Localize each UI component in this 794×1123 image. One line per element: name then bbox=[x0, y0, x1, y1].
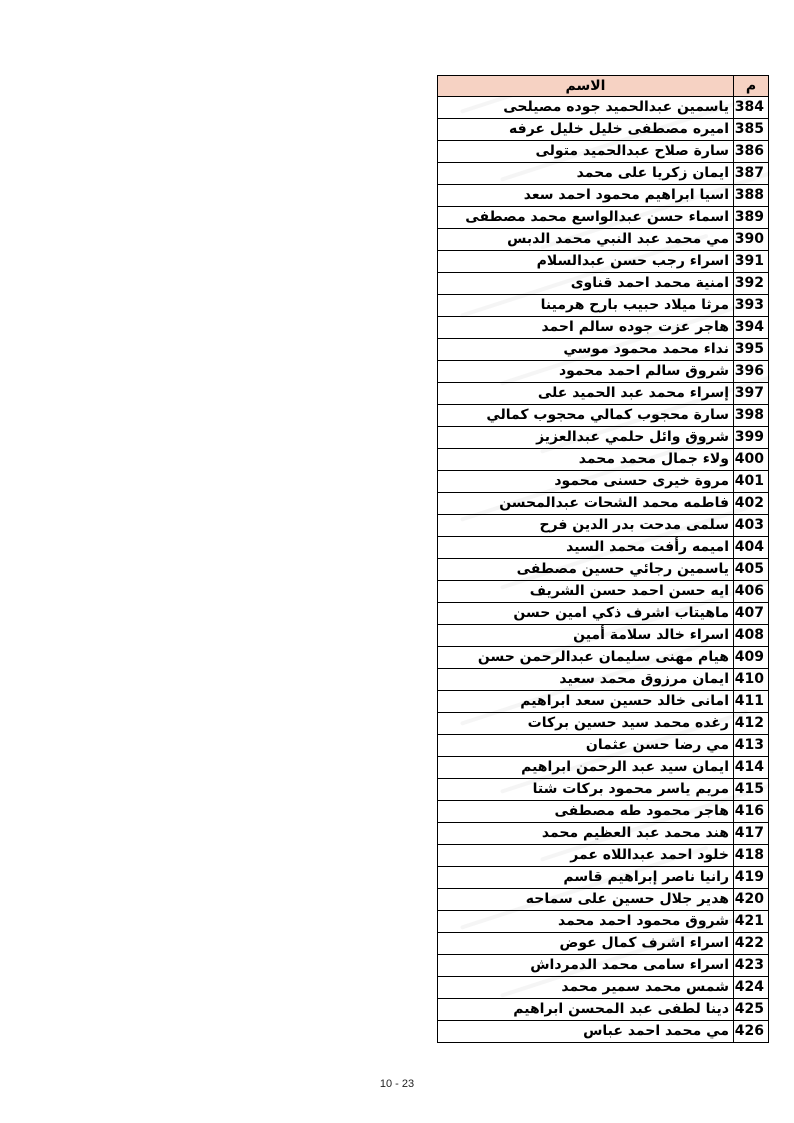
row-number: 404 bbox=[734, 537, 769, 559]
table-row bbox=[438, 1021, 769, 1043]
row-number: 415 bbox=[734, 779, 769, 801]
row-number: 398 bbox=[734, 405, 769, 427]
row-name: سلمى مدحت بدر الدين فرح bbox=[438, 515, 734, 537]
row-name: شمس محمد سمير محمد bbox=[438, 977, 734, 999]
row-number: 426 bbox=[734, 1021, 769, 1043]
table-row bbox=[438, 691, 769, 713]
row-number: 412 bbox=[734, 713, 769, 735]
table-row bbox=[438, 889, 769, 911]
row-number: 384 bbox=[734, 97, 769, 119]
row-number: 417 bbox=[734, 823, 769, 845]
row-name: سارة صلاح عبدالحميد متولى bbox=[438, 141, 734, 163]
row-number: 407 bbox=[734, 603, 769, 625]
table-row bbox=[438, 911, 769, 933]
row-name: ايمان مرزوق محمد سعيد bbox=[438, 669, 734, 691]
row-number: 406 bbox=[734, 581, 769, 603]
table-row bbox=[438, 427, 769, 449]
row-number: 395 bbox=[734, 339, 769, 361]
table-header-row bbox=[438, 76, 769, 97]
row-number: 420 bbox=[734, 889, 769, 911]
table-row bbox=[438, 867, 769, 889]
row-name: ايمان سيد عبد الرحمن ابراهيم bbox=[438, 757, 734, 779]
table-row bbox=[438, 933, 769, 955]
row-name: رانيا ناصر إبراهيم قاسم bbox=[438, 867, 734, 889]
row-number: 401 bbox=[734, 471, 769, 493]
table-row bbox=[438, 999, 769, 1021]
row-number: 408 bbox=[734, 625, 769, 647]
row-name: ياسمين رجائي حسين مصطفى bbox=[438, 559, 734, 581]
row-name: شروق وائل حلمي عبدالعزيز bbox=[438, 427, 734, 449]
row-number: 416 bbox=[734, 801, 769, 823]
table-row bbox=[438, 603, 769, 625]
table-row bbox=[438, 471, 769, 493]
row-number: 392 bbox=[734, 273, 769, 295]
row-number: 411 bbox=[734, 691, 769, 713]
row-name: مي رضا حسن عثمان bbox=[438, 735, 734, 757]
header-name: الاسم bbox=[438, 76, 734, 97]
row-name: هاجر عزت جوده سالم احمد bbox=[438, 317, 734, 339]
table-row bbox=[438, 97, 769, 119]
row-name: ياسمين عبدالحميد جوده مصيلحى bbox=[438, 97, 734, 119]
table-row bbox=[438, 647, 769, 669]
table-row bbox=[438, 383, 769, 405]
row-number: 418 bbox=[734, 845, 769, 867]
row-name: مي محمد احمد عباس bbox=[438, 1021, 734, 1043]
row-number: 409 bbox=[734, 647, 769, 669]
row-name: امنية محمد احمد قناوى bbox=[438, 273, 734, 295]
row-name: ماهيتاب اشرف ذكي امين حسن bbox=[438, 603, 734, 625]
row-name: اسيا ابراهيم محمود احمد سعد bbox=[438, 185, 734, 207]
row-number: 414 bbox=[734, 757, 769, 779]
table-row bbox=[438, 801, 769, 823]
row-name: ولاء جمال محمد محمد bbox=[438, 449, 734, 471]
row-number: 399 bbox=[734, 427, 769, 449]
row-number: 386 bbox=[734, 141, 769, 163]
row-number: 419 bbox=[734, 867, 769, 889]
table-row bbox=[438, 581, 769, 603]
row-name: رغده محمد سيد حسين بركات bbox=[438, 713, 734, 735]
table-row bbox=[438, 955, 769, 977]
row-number: 390 bbox=[734, 229, 769, 251]
table-row bbox=[438, 845, 769, 867]
row-number: 423 bbox=[734, 955, 769, 977]
row-number: 410 bbox=[734, 669, 769, 691]
row-name: اسماء حسن عبدالواسع محمد مصطفى bbox=[438, 207, 734, 229]
row-name: اسراء اشرف كمال عوض bbox=[438, 933, 734, 955]
table-row bbox=[438, 537, 769, 559]
table-row bbox=[438, 119, 769, 141]
table-row bbox=[438, 339, 769, 361]
row-name: مي محمد عبد النبي محمد الدبس bbox=[438, 229, 734, 251]
row-number: 400 bbox=[734, 449, 769, 471]
table-row bbox=[438, 977, 769, 999]
row-name: ايمان زكريا على محمد bbox=[438, 163, 734, 185]
table-row bbox=[438, 559, 769, 581]
row-name: اميمه رأفت محمد السيد bbox=[438, 537, 734, 559]
row-name: مريم ياسر محمود بركات شتا bbox=[438, 779, 734, 801]
table-row bbox=[438, 515, 769, 537]
table-body bbox=[438, 97, 769, 1043]
table-row bbox=[438, 449, 769, 471]
table-row bbox=[438, 405, 769, 427]
row-name: شروق سالم احمد محمود bbox=[438, 361, 734, 383]
table-row bbox=[438, 669, 769, 691]
row-number: 385 bbox=[734, 119, 769, 141]
row-number: 421 bbox=[734, 911, 769, 933]
table-row bbox=[438, 713, 769, 735]
table-row bbox=[438, 141, 769, 163]
table-row bbox=[438, 757, 769, 779]
table-row bbox=[438, 317, 769, 339]
row-name: اسراء خالد سلامة أمين bbox=[438, 625, 734, 647]
table-row bbox=[438, 207, 769, 229]
row-name: نداء محمد محمود موسي bbox=[438, 339, 734, 361]
table-row bbox=[438, 185, 769, 207]
table-row bbox=[438, 779, 769, 801]
row-name: خلود احمد عبداللاه عمر bbox=[438, 845, 734, 867]
row-name: ايه حسن احمد حسن الشريف bbox=[438, 581, 734, 603]
row-number: 425 bbox=[734, 999, 769, 1021]
row-name: دينا لطفى عبد المحسن ابراهيم bbox=[438, 999, 734, 1021]
row-name: مروة خيرى حسنى محمود bbox=[438, 471, 734, 493]
row-name: اسراء سامى محمد الدمرداش bbox=[438, 955, 734, 977]
row-number: 402 bbox=[734, 493, 769, 515]
table-row bbox=[438, 163, 769, 185]
row-name: اميره مصطفى خليل خليل عرفه bbox=[438, 119, 734, 141]
table-row bbox=[438, 823, 769, 845]
table-row bbox=[438, 251, 769, 273]
row-name: مرثا ميلاد حبيب بارح هرمينا bbox=[438, 295, 734, 317]
row-number: 388 bbox=[734, 185, 769, 207]
row-name: سارة محجوب كمالي محجوب كمالي bbox=[438, 405, 734, 427]
table-row bbox=[438, 229, 769, 251]
row-number: 391 bbox=[734, 251, 769, 273]
row-number: 397 bbox=[734, 383, 769, 405]
row-name: شروق محمود احمد محمد bbox=[438, 911, 734, 933]
table-row bbox=[438, 361, 769, 383]
row-name: هاجر محمود طه مصطفى bbox=[438, 801, 734, 823]
row-number: 396 bbox=[734, 361, 769, 383]
row-number: 394 bbox=[734, 317, 769, 339]
row-name: اسراء رجب حسن عبدالسلام bbox=[438, 251, 734, 273]
row-number: 424 bbox=[734, 977, 769, 999]
row-number: 389 bbox=[734, 207, 769, 229]
row-number: 413 bbox=[734, 735, 769, 757]
table-row bbox=[438, 735, 769, 757]
row-number: 387 bbox=[734, 163, 769, 185]
table-row bbox=[438, 295, 769, 317]
row-name: هدير جلال حسين على سماحه bbox=[438, 889, 734, 911]
table-row bbox=[438, 625, 769, 647]
row-name: فاطمه محمد الشحات عبدالمحسن bbox=[438, 493, 734, 515]
table-row bbox=[438, 273, 769, 295]
row-number: 403 bbox=[734, 515, 769, 537]
table-row bbox=[438, 493, 769, 515]
row-name: هند محمد عبد العظيم محمد bbox=[438, 823, 734, 845]
row-name: امانى خالد حسين سعد ابراهيم bbox=[438, 691, 734, 713]
row-number: 405 bbox=[734, 559, 769, 581]
row-number: 422 bbox=[734, 933, 769, 955]
header-num: م bbox=[734, 76, 769, 97]
row-name: هيام مهنى سليمان عبدالرحمن حسن bbox=[438, 647, 734, 669]
row-name: إسراء محمد عبد الحميد على bbox=[438, 383, 734, 405]
page-number: 10 - 23 bbox=[379, 1078, 415, 1090]
names-table bbox=[437, 75, 769, 1043]
row-number: 393 bbox=[734, 295, 769, 317]
